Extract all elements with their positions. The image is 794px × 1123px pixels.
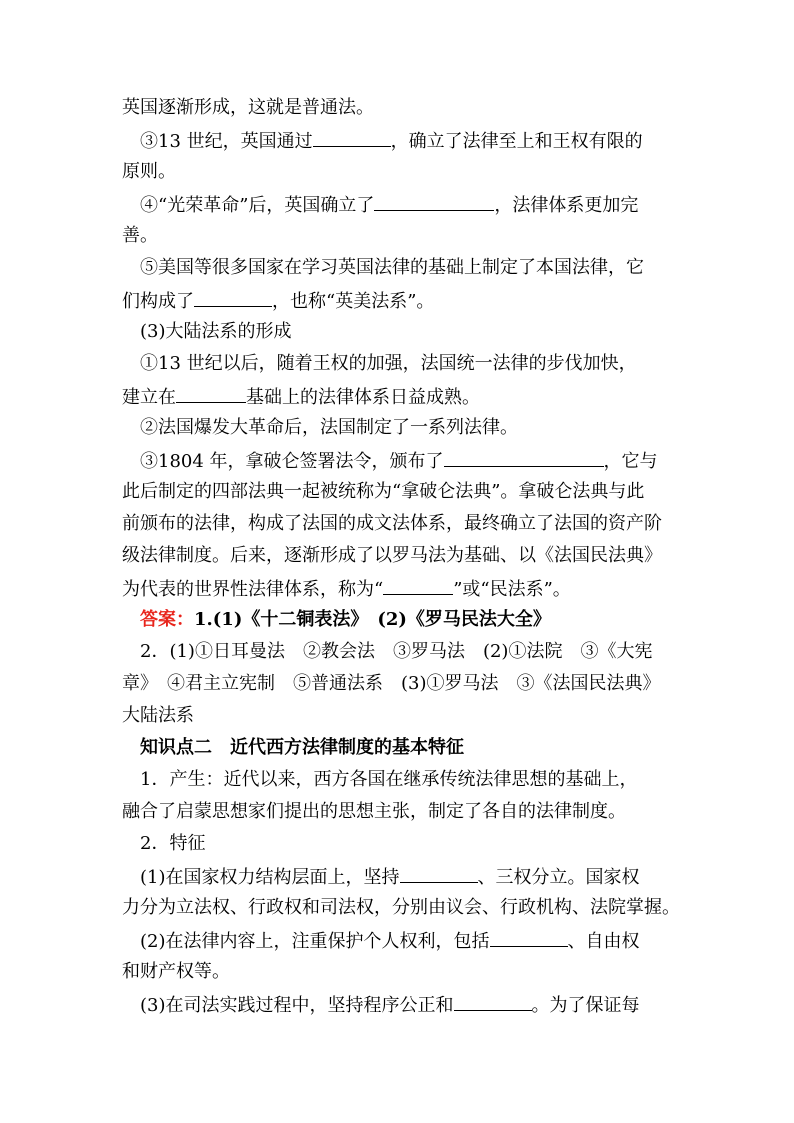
fill-blank[interactable] (383, 576, 453, 595)
text-line: ①13 世纪以后，随着王权的加强，法国统一法律的步伐加快， (140, 353, 637, 374)
section-heading: 2．特征 (140, 833, 206, 854)
text-line: 1．产生：近代以来，西方各国在继承传统法律思想的基础上， (140, 769, 638, 790)
fill-blank[interactable] (444, 448, 604, 467)
text-line: (2)在法律内容上，注重保护个人权利，包括 、自由权 (140, 928, 678, 952)
knowledge-point-heading: 知识点二 近代西方法律制度的基本特征 (140, 737, 464, 758)
text-line: 力分为立法权、行政权和司法权，分别由议会、行政机构、法院掌握。 (122, 897, 680, 918)
text-line: 们构成了 ，也称“英美法系”。 (122, 288, 678, 312)
text-line: (1)在国家权力结构层面上，坚持 、三权分立。国家权 (140, 864, 678, 888)
text-line: 融合了启蒙思想家们提出的思想主张，制定了各自的法律制度。 (122, 801, 626, 822)
fill-blank[interactable] (490, 928, 568, 947)
answer-line: 章》 ④君主立宪制 ⑤普通法系 (3)①罗马法 ③《法国民法典》 (122, 673, 661, 694)
text-line: 原则。 (122, 161, 176, 182)
fill-blank[interactable] (454, 992, 532, 1011)
text-line: ⑤美国等很多国家在学习英国法律的基础上制定了本国法律，它 (140, 257, 644, 278)
text-line: 为代表的世界性法律体系，称为“ ”或“民法系”。 (122, 576, 678, 600)
text-line: 善。 (122, 225, 158, 246)
fill-blank[interactable] (194, 288, 272, 307)
fill-blank[interactable] (176, 384, 246, 403)
text-line: 前颁布的法律，构成了法国的成文法体系，最终确立了法国的资产阶 (122, 513, 662, 534)
section-heading: (3)大陆法系的形成 (140, 321, 292, 342)
text-line: ②法国爆发大革命后，法国制定了一系列法律。 (140, 417, 518, 438)
answer-line: 答案：1.(1)《十二铜表法》 (2)《罗马民法大全》 (140, 609, 551, 630)
fill-blank[interactable] (374, 192, 494, 211)
text-line: ③1804 年，拿破仑签署法令，颁布了 ，它与 (140, 448, 678, 472)
text-line: 和财产权等。 (122, 961, 230, 982)
answer-line: 2．(1)①日耳曼法 ②教会法 ③罗马法 (2)①法院 ③《大宪 (140, 641, 653, 662)
answer-line: 大陆法系 (122, 705, 194, 726)
fill-blank[interactable] (313, 128, 391, 147)
text-line: ③13 世纪，英国通过 ，确立了法律至上和王权有限的 (140, 128, 678, 152)
text-line: 此后制定的四部法典一起被统称为“拿破仑法典”。拿破仑法典与此 (122, 481, 645, 502)
text-line: ④“光荣革命”后，英国确立了 ，法律体系更加完 (140, 192, 678, 216)
fill-blank[interactable] (400, 864, 478, 883)
text-line: 建立在 基础上的法律体系日益成熟。 (122, 384, 678, 408)
text-line: 英国逐渐形成，这就是普通法。 (122, 97, 374, 118)
answer-label: 答案： (140, 609, 194, 630)
text-line: (3)在司法实践过程中，坚持程序公正和 。为了保证每 (140, 992, 678, 1016)
text-line: 级法律制度。后来，逐渐形成了以罗马法为基础、以《法国民法典》 (122, 545, 662, 566)
